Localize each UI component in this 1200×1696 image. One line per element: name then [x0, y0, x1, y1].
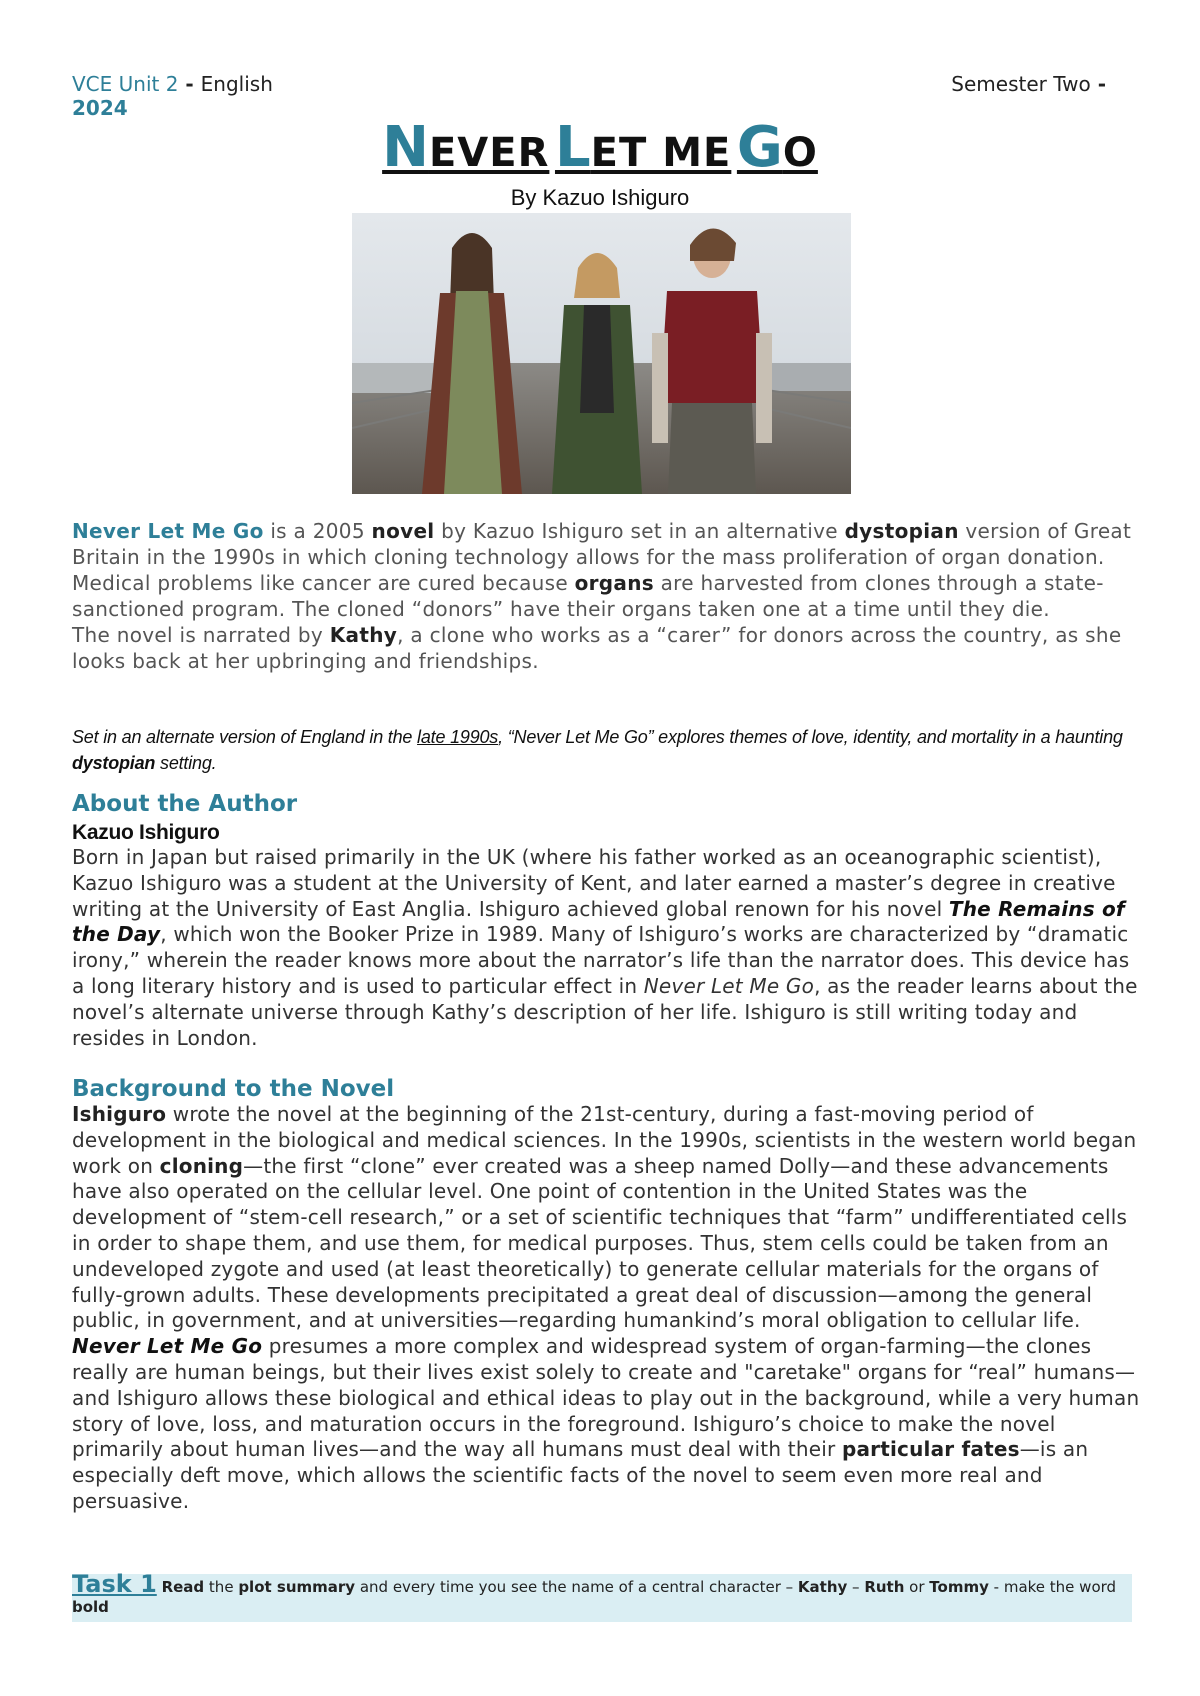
book-title-remains: The Remains of the Day: [72, 896, 1125, 947]
task-bold-kathy: Kathy: [797, 1578, 848, 1596]
intro-bold-dystopian: dystopian: [844, 519, 959, 543]
about-author-section: [72, 791, 1142, 1051]
title-cap-n: N: [382, 115, 429, 180]
intro-text: is a 2005: [263, 519, 372, 543]
background-text: wrote the novel at the beginning of the 21st-century, during a fast-moving period of development in the biological and medical sciences. In the 1990s, scientists in the western world began work on: [72, 1102, 1137, 1178]
header-separator: -: [178, 72, 201, 96]
intro-bold-organs: organs: [574, 571, 654, 595]
year-label: 2024: [72, 96, 128, 120]
background-paragraph: [72, 1102, 1142, 1515]
intro-paragraph-1: [72, 518, 1132, 622]
task-text: - make the word: [988, 1578, 1117, 1596]
background-heading: Background to the Novel: [72, 1076, 395, 1102]
background-text: —the first “clone” ever created was a sheep named Dolly—and these advancements have also operated on the cellular level. One point of contention in the United States was the development of “stem-cell research,” or a set of scientific techniques that “farm” undifferentiated cells in order to shape them, and use them, for medical purposes. Thus, stem cells could be taken from an undeveloped zygote and used (at least theoretically) to generate cellular materials for the organs of fully-grown adults. These developments precipitated a great deal of discussion—among the general public, in government, and at universities—regarding humankind’s moral obligation to cellular life.: [72, 1153, 1128, 1333]
film-still-illustration: [352, 213, 851, 494]
tagline-text: Set in an alternate version of England in the: [72, 727, 418, 747]
subject-label: English: [200, 72, 273, 96]
intro-paragraph-2: [72, 622, 1132, 674]
film-still-image: [352, 213, 851, 494]
semester-separator: -: [1090, 72, 1106, 96]
task-text: –: [847, 1578, 865, 1596]
tagline-text: setting.: [155, 753, 217, 773]
author-text: , as the reader learns about the novel’s alternate universe through Kathy’s description of her life. Ishiguro is still writing today and resides in London.: [72, 973, 1138, 1050]
task-label: Task 1: [72, 1570, 157, 1598]
intro-text: version of Great Britain in the 1990s in which cloning technology allows for the mass proliferation of organ donation. Medical problems like cancer are cured because: [72, 519, 1132, 595]
task-bold-ruth: Ruth: [864, 1578, 905, 1596]
title-word-let-me: [554, 115, 732, 180]
intro-bold-kathy: Kathy: [329, 623, 398, 647]
author-paragraph: [72, 845, 1142, 1051]
task-bold-tommy: Tommy: [929, 1578, 989, 1596]
tagline-bold: dystopian: [72, 753, 156, 773]
intro-text: The novel is narrated by: [72, 623, 330, 647]
page-title: [0, 115, 1200, 191]
background-text: —is an especially deft move, which allows the scientific facts of the novel to seem even more real and persuasive.: [72, 1437, 1089, 1513]
document-header-right: [951, 72, 1106, 96]
intro-text: are harvested from clones through a state-sanctioned program. The cloned “donors” have their organs taken one at a time until they die.: [72, 571, 1104, 621]
task-text: and every time you see the name of a central character –: [355, 1578, 798, 1596]
background-text: presumes a more complex and widespread system of organ-farming—the clones really are human beings, but their lives exist solely to create and "caretake" organs for “real” humans—and Ishiguro allows these biological and ethical ideas to play out in the background, while a very human story of love, loss, and maturation occurs in the foreground. Ishiguro’s choice to make the novel primarily about human lives—and the way all humans must deal with their: [72, 1334, 1140, 1462]
task-text: the: [204, 1578, 239, 1596]
task-text: or: [904, 1578, 930, 1596]
author-text: , which won the Booker Prize in 1989. Many of Ishiguro’s works are characterized by “dramatic irony,” wherein the reader knows more about the narrator’s life than the narrator does. This device has a long literary history and is used to particular effect in: [72, 922, 1130, 998]
about-author-heading: About the Author: [72, 791, 298, 817]
book-title-nlmg: Never Let Me Go: [643, 973, 815, 998]
task-bold: plot summary: [238, 1578, 356, 1596]
bold-ishiguro: Ishiguro: [72, 1102, 167, 1126]
book-title-nlmg-bold: Never Let Me Go: [72, 1334, 263, 1359]
task-bold: bold: [72, 1598, 109, 1616]
title-rest-et-me: ET ME: [590, 130, 732, 176]
intro-section: [72, 518, 1132, 674]
title-cap-g: G: [736, 115, 783, 180]
bold-cloning: cloning: [159, 1153, 244, 1178]
author-name: Kazuo Ishiguro: [72, 821, 220, 844]
intro-text: by Kazuo Ishiguro set in an alternative: [434, 519, 845, 543]
tagline: [72, 724, 1142, 776]
tagline-underline: late 1990s: [417, 727, 499, 747]
course-label: VCE Unit 2: [72, 72, 179, 96]
author-text: Born in Japan but raised primarily in the UK (where his father worked as an oceanographic scientist), Kazuo Ishiguro was a student at the University of Kent, and later earned a master’s degree in creative writing at the University of East Anglia. Ishiguro achieved global renown for his novel: [72, 845, 1116, 921]
title-rest-ever: EVER: [428, 130, 550, 176]
byline: By Kazuo Ishiguro: [510, 185, 690, 210]
intro-title-ref: Never Let Me Go: [72, 519, 264, 543]
title-cap-l: L: [554, 115, 591, 180]
intro-bold-novel: novel: [371, 519, 435, 543]
intro-text: , a clone who works as a “carer” for donors across the country, as she looks back at her upbringing and friendships.: [72, 623, 1122, 673]
title-rest-o: O: [782, 130, 818, 176]
title-word-go: [736, 115, 818, 180]
bold-particular-fates: particular fates: [841, 1437, 1020, 1462]
task-bold: Read: [161, 1578, 205, 1596]
title-word-never: [382, 115, 550, 180]
tagline-text: , “Never Let Me Go” explores themes of love, identity, and mortality in a haunting: [498, 727, 1123, 747]
background-section: [72, 1076, 1142, 1515]
task-box: [72, 1570, 1132, 1622]
document-header-left: [72, 72, 273, 120]
semester-label: Semester Two: [951, 72, 1091, 96]
